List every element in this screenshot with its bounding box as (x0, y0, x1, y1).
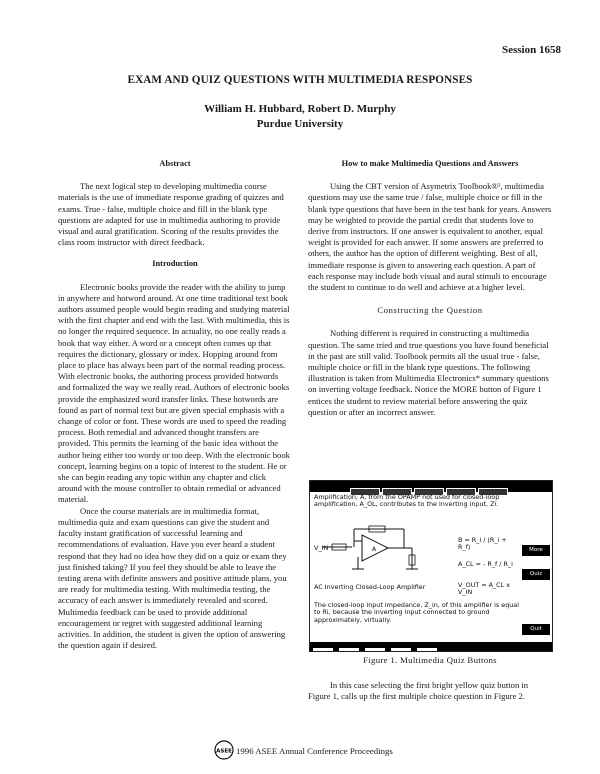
nav-box (391, 648, 411, 652)
figure-formula-b: B = R_i / (R_i + R_f) (458, 536, 507, 552)
left-column (58, 158, 292, 651)
figure-vin-label: V_IN (314, 544, 329, 552)
nav-box (313, 648, 333, 652)
paper-title: EXAM AND QUIZ QUESTIONS WITH MULTIMEDIA RESPONSES (127, 74, 473, 86)
figure-formula-vout: V_OUT = A_CL x V_IN (458, 581, 510, 597)
quit-button[interactable]: Quit (522, 624, 550, 635)
right-column (308, 158, 552, 418)
constructing-text: Nothing different is required in constructing a multimedia question. The same tried and true questions you have found beneficial in the past are still valid. Toolbook permits all the usual true - false, multiple choice or fill in the blank type questions. The following illustration is taken from Multimedia Electronics* summary questions on inverting voltage feedback. Notice the MORE button of Figure 1 entices the student to review material before answering the quiz question or after an incorrect answer. (308, 328, 549, 417)
figure-caption: Figure 1. Multimedia Quiz Buttons (363, 655, 497, 665)
constructing-heading: Constructing the Question (377, 305, 483, 316)
introduction-heading: Introduction (152, 259, 198, 269)
abstract-text: The next logical step to developing multimedia course materials is the use of immediate response grading of quizzes and exams. True - false, multiple choice and fill in the blank type questions are adapted for use in multimedia authoring to provide visual and aural gratification. Scoring of the results provides the class room instructor with direct feedback. (58, 181, 284, 248)
figure-top-text: Amplification, A, from the OPAMP not used for closed-loop amplification, A_OL, contributes to the inverting input, Zi. (314, 493, 500, 509)
nav-box (417, 648, 437, 652)
asee-logo-text: ASEE (216, 748, 232, 755)
op-amp-circuit-diagram (314, 517, 444, 589)
introduction-paragraph-1: Electronic books provide the reader with the ability to jump in anywhere and hotword around. At one time traditional text book authors assumed people would begin reading and studying material with the first chapter and end with the last. With multimedia, this is no longer the required sequence. In actuality, no one really reads a book that way either. A word or a concept often comes up that requires the dictionary, glossary or index. Hopping around from place to place has always been part of the normal reading process. With electronic books, the authoring process provided hotwords and formalized the way we really read. Authors of electronic books provide the emphasized word transfer links. These hotwords are found as part of normal text but are given special emphasis with a change of color or font. These words are used to speed the reading process. Both remedial and advanced thought transfers are provided. This permits the learning of the basic idea without the author being either too wordy or too deep. With the electronic book concept, learning begins on a topic of interest to the student. He or she can begin reading any topic within any chapter and click around with the mouse controller to obtain remedial or advanced material. (58, 281, 290, 505)
figure-title-bar (310, 481, 552, 492)
figure-1-screenshot (309, 480, 553, 652)
more-button[interactable]: More (522, 545, 550, 556)
authors: William H. Hubbard, Robert D. Murphy (204, 103, 396, 115)
abstract-heading: Abstract (159, 159, 191, 168)
after-figure-text: In this case selecting the first bright yellow quiz button in Figure 1, calls up the first multiple choice question in Figure 2. (308, 680, 529, 702)
nav-box (365, 648, 385, 652)
introduction-paragraph-2: Once the course materials are in multimedia format, multimedia quiz and exam questions can give the student and faculty instant gratification of successful learning and recommendations of evaluation. Have you ever heard a student respond that they had no idea how they did on a quiz or exam they just finished taking? If you feel they should be able to leave the testing arena with definite answers and positive attitude plans, you are ready for multimedia testing. With multimedia testing, the accuracy of each answer is immediately revealed and scored. Multimedia feedback can be used to provide additional encouragement or regret with suggested additional learning activities. In addition, the student is given the option of answering the question again if desired. (58, 505, 287, 651)
figure-gain-symbol: A (372, 546, 377, 553)
figure-formula-acl: A_CL = - R_f / R_i (458, 560, 513, 568)
figure-circuit-caption: AC Inverting Closed-Loop Amplifier (314, 583, 426, 591)
after-figure-text-block (308, 680, 552, 702)
quiz-button[interactable]: Quiz (522, 569, 550, 580)
nav-box (339, 648, 359, 652)
howto-text: Using the CBT version of Asymetrix Toolbook®¹, multimedia questions may use the same true / false, multiple choice or fill in the blank type questions that have been in the test bank for years. Answers may be weighted to provide the partial credit that students love to derive from instructors. If one answer is equivalent to another, equal weight is provided for each answer. If some answers are preferred to others, the author has the option of different weighting. Best of all, immediate response is given to answering each question. A part of each response may include both visual and aural stimuli to encourage the student to continue to do well and achieve at a higher level. (308, 181, 552, 293)
howto-heading: How to make Multimedia Questions and Answers (341, 159, 519, 168)
figure-status-bar (310, 642, 552, 651)
session-number: Session 1658 (502, 44, 561, 56)
affiliation: Purdue University (256, 118, 344, 130)
asee-logo (214, 740, 234, 760)
figure-bottom-text: The closed-loop input impedance, Z_in, of this amplifier is equal to Ri, because the inverting input connected to ground approximately, virtually. (314, 601, 519, 624)
footer-proceedings: 1996 ASEE Annual Conference Proceedings (236, 746, 393, 756)
